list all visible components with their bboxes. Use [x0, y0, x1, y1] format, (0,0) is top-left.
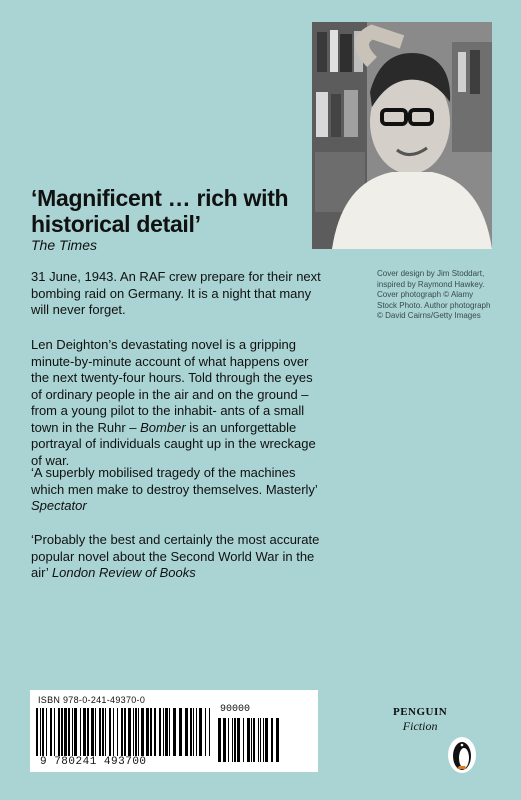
- barcode-bar: [40, 708, 41, 756]
- barcode-bar: [265, 718, 268, 762]
- review-source: Spectator: [31, 498, 87, 513]
- barcode-bar: [228, 718, 229, 762]
- barcode-bar: [159, 708, 161, 756]
- barcode-bar: [80, 708, 81, 756]
- barcode-bar: [87, 708, 89, 756]
- barcode-bar: [218, 718, 221, 762]
- review-source: London Review of Books: [51, 565, 196, 580]
- barcode-bar: [223, 718, 226, 762]
- barcode-bar: [135, 708, 137, 756]
- barcode-bar: [109, 708, 111, 756]
- barcode-number: 9 780241 493700: [40, 756, 147, 768]
- barcode-bar: [124, 708, 126, 756]
- barcode-bar: [105, 708, 106, 756]
- cover-credits: Cover design by Jim Stoddart, inspired by Raymond Hawkey. Cover photograph © Alamy Stock Photo. Author photograph © David Cairns/Getty Images: [377, 269, 491, 320]
- barcode-bar: [68, 708, 70, 756]
- barcode-bar: [54, 708, 55, 756]
- review-quote: [31, 532, 327, 582]
- blurb-paragraph-2: [31, 337, 327, 469]
- barcode-bar: [133, 708, 134, 756]
- author-photo: [312, 22, 492, 249]
- barcode-bar: [263, 718, 264, 762]
- isbn-label: ISBN 978-0-241-49370-0: [38, 695, 146, 705]
- barcode-bar: [138, 708, 139, 756]
- publisher-name: PENGUIN: [393, 706, 448, 718]
- review-quote: [31, 465, 327, 515]
- barcode-bar: [121, 708, 123, 756]
- barcode-bar: [165, 708, 168, 756]
- barcode-bar: [209, 708, 210, 756]
- barcode-bar: [173, 708, 176, 756]
- review-text: ‘Probably the best and certainly the most accurate popular novel about the Second World War in the air’: [31, 532, 320, 580]
- barcode-addon-icon: [218, 718, 280, 762]
- barcode-bar: [258, 718, 259, 762]
- barcode-bar: [128, 708, 131, 756]
- barcode-bar: [185, 708, 188, 756]
- barcode-bar: [276, 718, 279, 762]
- barcode-bar: [141, 708, 144, 756]
- review-text: ‘A superbly mobilised tragedy of the machines which men make to destroy themselves. Masterly’: [31, 465, 318, 497]
- barcode-panel: [30, 690, 318, 772]
- barcode-bar: [154, 708, 156, 756]
- barcode-bar: [91, 708, 94, 756]
- barcode-bar: [271, 718, 273, 762]
- book-title: Bomber: [140, 419, 186, 435]
- barcode-bar: [253, 718, 255, 762]
- headline-quote: ‘Magnificent … rich with historical detail’: [31, 185, 289, 237]
- barcode-bar: [260, 718, 261, 762]
- barcode-addon-number: 90000: [220, 704, 251, 715]
- barcode-bar: [169, 708, 170, 756]
- publisher-mark: [393, 706, 447, 734]
- barcode-bar: [113, 708, 114, 756]
- blurb-text: is an unforgettable portrayal of individuals caught up in the wreckage of war.: [31, 419, 316, 468]
- barcode-bar: [247, 718, 250, 762]
- blurb-text: Len Deighton’s devastating novel is a gripping minute-by-minute account of what happens over the next twenty-four hours. Told through the eyes of ordinary people in the air and on the ground – from a young pilot to the inhabit- ants of a small town in the Ruhr –: [31, 337, 313, 435]
- barcode-bar: [74, 708, 77, 756]
- barcode-bar: [83, 708, 86, 756]
- barcode-bar: [190, 708, 192, 756]
- barcode-bar: [36, 708, 38, 756]
- barcode-bar: [243, 718, 244, 762]
- barcode-bar: [179, 708, 182, 756]
- barcode-bar: [117, 708, 118, 756]
- barcode-bar: [99, 708, 101, 756]
- barcode-bar: [42, 708, 44, 756]
- barcode-bar: [193, 708, 194, 756]
- barcode-bar: [64, 708, 67, 756]
- barcode-bar: [58, 708, 60, 756]
- barcode-bar: [251, 718, 252, 762]
- barcode-bar: [163, 708, 164, 756]
- publisher-line: Fiction: [402, 719, 438, 733]
- barcode-bar: [205, 708, 206, 756]
- barcode-bar: [232, 718, 233, 762]
- barcode-bar: [61, 708, 63, 756]
- barcode-bar: [196, 708, 197, 756]
- barcode-bar: [234, 718, 236, 762]
- barcode-bar: [150, 708, 152, 756]
- barcode-bar: [146, 708, 149, 756]
- barcode-bar: [46, 708, 47, 756]
- barcode-icon: [36, 708, 212, 756]
- barcode-bar: [102, 708, 104, 756]
- barcode-bar: [237, 718, 240, 762]
- barcode-bar: [95, 708, 96, 756]
- blurb-paragraph-1: 31 June, 1943. An RAF crew prepare for their next bombing raid on Germany. It is a night that many will never forget.: [31, 269, 321, 317]
- barcode-bar: [50, 708, 52, 756]
- barcode-bar: [199, 708, 202, 756]
- headline-source: The Times: [31, 237, 98, 253]
- penguin-logo-icon: [447, 736, 477, 774]
- barcode-bar: [72, 708, 73, 756]
